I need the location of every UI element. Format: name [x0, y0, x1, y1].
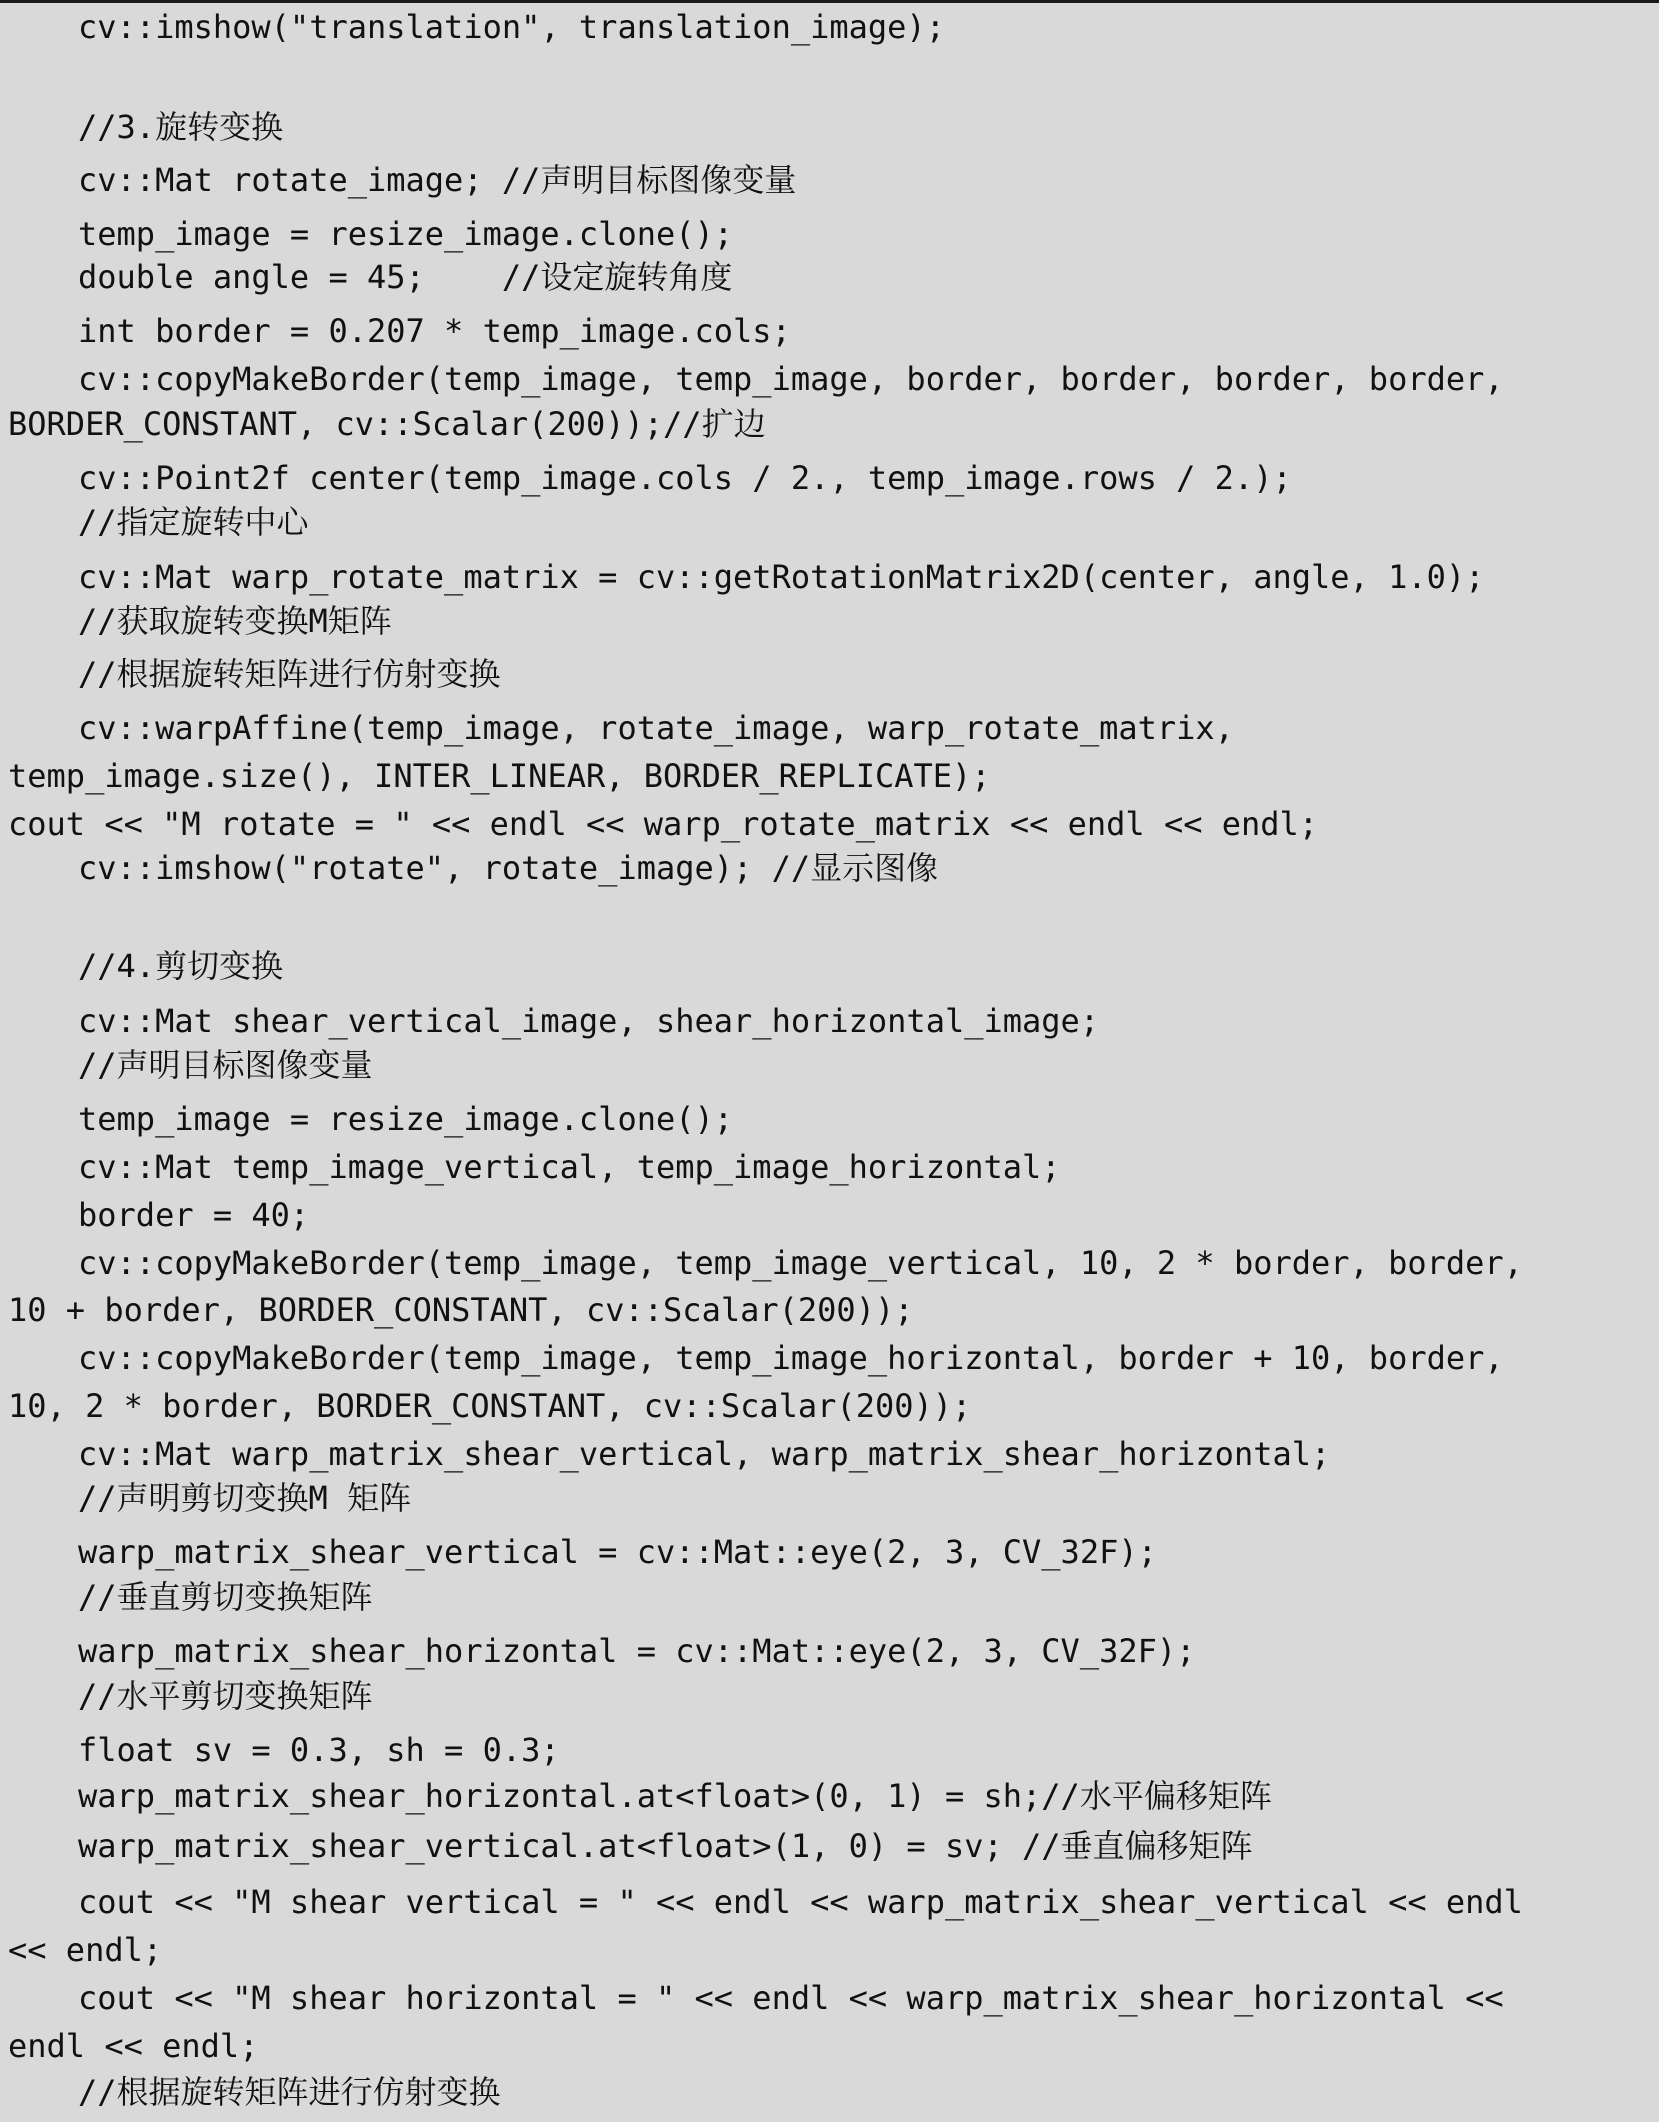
code-line: border = 40;: [78, 1196, 310, 1234]
code-line: 10, 2 * border, BORDER_CONSTANT, cv::Scalar(200));: [8, 1387, 972, 1425]
code-line: cv::copyMakeBorder(temp_image, temp_image, border, border, border, border,: [78, 360, 1504, 398]
code-line: 10 + border, BORDER_CONSTANT, cv::Scalar(200));: [8, 1291, 914, 1329]
code-line: cv::copyMakeBorder(temp_image, temp_image_horizontal, border + 10, border,: [78, 1339, 1504, 1377]
code-line: //声明剪切变换M 矩阵: [78, 1479, 412, 1517]
code-line: temp_image.size(), INTER_LINEAR, BORDER_REPLICATE);: [8, 757, 991, 795]
code-line: cout << "M rotate = " << endl << warp_rotate_matrix << endl << endl;: [8, 805, 1319, 843]
code-line: BORDER_CONSTANT, cv::Scalar(200));//扩边: [8, 405, 766, 443]
code-line: cv::Mat warp_matrix_shear_vertical, warp_matrix_shear_horizontal;: [78, 1435, 1331, 1473]
code-listing: [0, 3, 1659, 2122]
code-line: << endl;: [8, 1931, 163, 1969]
code-line: temp_image = resize_image.clone();: [78, 215, 734, 253]
code-line: //根据旋转矩阵进行仿射变换: [78, 2073, 501, 2111]
code-line: //获取旋转变换M矩阵: [78, 602, 392, 640]
code-line: double angle = 45; //设定旋转角度: [78, 258, 733, 296]
code-line: cv::imshow("translation", translation_image);: [78, 8, 945, 46]
code-line: warp_matrix_shear_vertical.at<float>(1, 0) = sv; //垂直偏移矩阵: [78, 1827, 1253, 1865]
code-line: //水平剪切变换矩阵: [78, 1677, 373, 1715]
code-line: cv::Mat warp_rotate_matrix = cv::getRotationMatrix2D(center, angle, 1.0);: [78, 558, 1485, 596]
code-line: //垂直剪切变换矩阵: [78, 1578, 373, 1616]
code-line: //指定旋转中心: [78, 503, 309, 541]
code-line: cv::Point2f center(temp_image.cols / 2., temp_image.rows / 2.);: [78, 459, 1292, 497]
code-line: warp_matrix_shear_horizontal = cv::Mat::eye(2, 3, CV_32F);: [78, 1632, 1196, 1670]
code-line: warp_matrix_shear_horizontal.at<float>(0, 1) = sh;//水平偏移矩阵: [78, 1777, 1272, 1815]
code-line: cout << "M shear horizontal = " << endl << warp_matrix_shear_horizontal <<: [78, 1979, 1504, 2017]
code-line: cv::imshow("rotate", rotate_image); //显示图像: [78, 849, 939, 887]
code-line: cout << "M shear vertical = " << endl << warp_matrix_shear_vertical << endl: [78, 1883, 1523, 1921]
code-line: //根据旋转矩阵进行仿射变换: [78, 655, 501, 693]
code-line: //声明目标图像变量: [78, 1046, 373, 1084]
code-line: cv::Mat rotate_image; //声明目标图像变量: [78, 161, 797, 199]
code-line: //3.旋转变换: [78, 108, 284, 146]
code-line: float sv = 0.3, sh = 0.3;: [78, 1731, 560, 1769]
code-line: cv::Mat temp_image_vertical, temp_image_horizontal;: [78, 1148, 1061, 1186]
code-line: //4.剪切变换: [78, 947, 284, 985]
code-line: int border = 0.207 * temp_image.cols;: [78, 312, 791, 350]
code-line: temp_image = resize_image.clone();: [78, 1100, 734, 1138]
code-line: cv::warpAffine(temp_image, rotate_image, warp_rotate_matrix,: [78, 709, 1234, 747]
code-line: warp_matrix_shear_vertical = cv::Mat::eye(2, 3, CV_32F);: [78, 1533, 1157, 1571]
code-line: cv::copyMakeBorder(temp_image, temp_image_vertical, 10, 2 * border, border,: [78, 1244, 1523, 1282]
code-line: cv::Mat shear_vertical_image, shear_horizontal_image;: [78, 1002, 1100, 1040]
code-line: endl << endl;: [8, 2027, 259, 2065]
